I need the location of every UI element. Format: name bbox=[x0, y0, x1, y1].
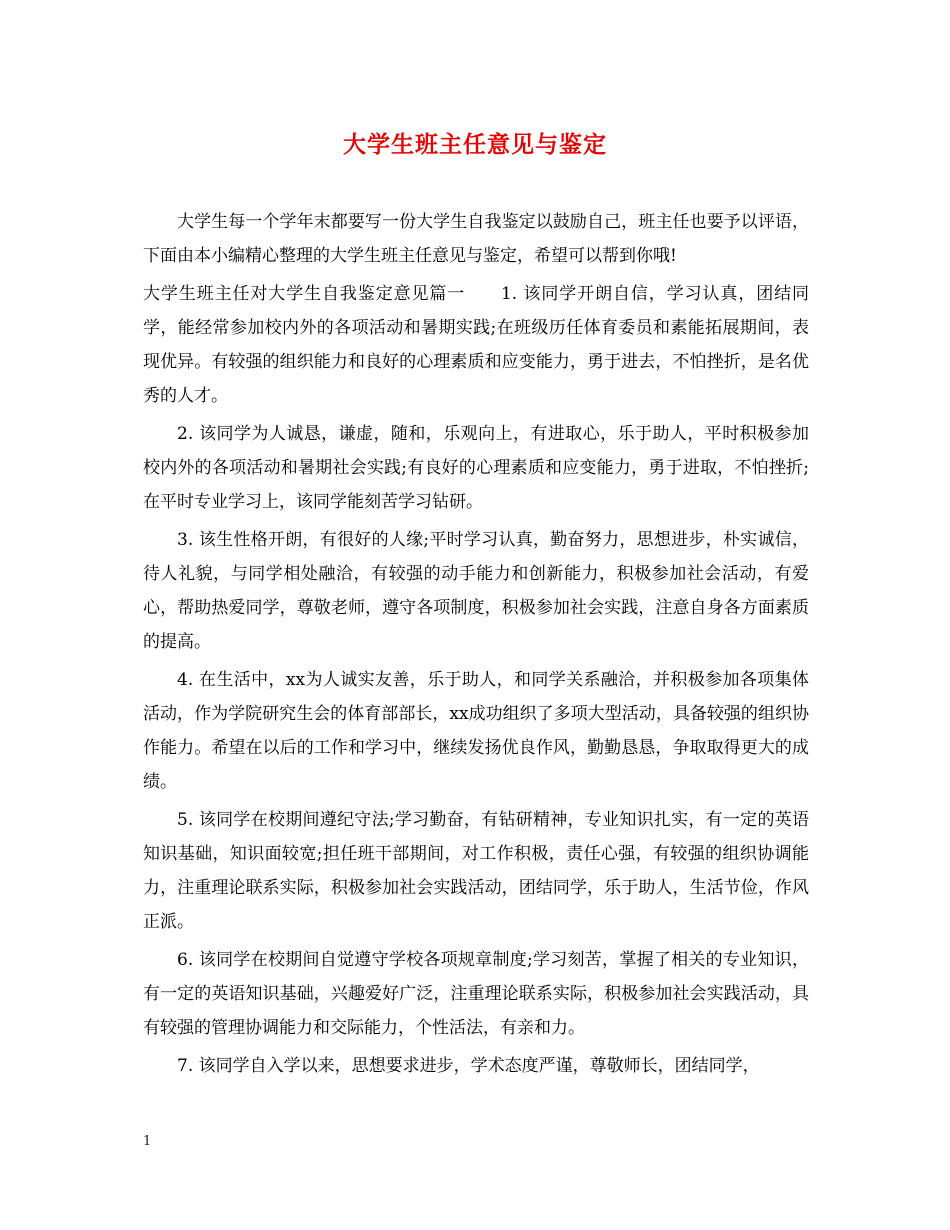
paragraph-7: 7. 该同学自入学以来，思想要求进步，学术态度严谨，尊敬师长，团结同学， bbox=[177, 1056, 760, 1076]
intro-paragraph: 大学生每一个学年末都要写一份大学生自我鉴定以鼓励自己，班主任也要予以评语，下面由本小编精心整理的大学生班主任意见与鉴定，希望可以帮到你哦! bbox=[143, 212, 809, 266]
paragraph-4: 4. 在生活中，xx为人诚实友善，乐于助人，和同学关系融洽，并积极参加各项集体活动，作为学院研究生会的体育部部长，xx成功组织了多项大型活动，具备较强的组织协作能力。希望在以后的工作和学习中，继续发扬优良作风，勤勤恳恳，争取取得更大的成绩。 bbox=[143, 670, 809, 792]
page-number: 1 bbox=[143, 1134, 152, 1149]
paragraph-6: 6. 该同学在校期间自觉遵守学校各项规章制度;学习刻苦，掌握了相关的专业知识，有一定的英语知识基础，兴趣爱好广泛，注重理论联系实际，积极参加社会实践活动，具有较强的管理协调能力和交际能力，个性活法，有亲和力。 bbox=[143, 950, 809, 1038]
paragraph-3: 3. 该生性格开朗，有很好的人缘;平时学习认真，勤奋努力，思想进步，朴实诚信，待人礼貌，与同学相处融洽，有较强的动手能力和创新能力，积极参加社会活动，有爱心，帮助热爱同学，尊敬老师，遵守各项制度，积极参加社会实践，注意自身各方面素质的提高。 bbox=[143, 530, 809, 652]
paragraph-5: 5. 该同学在校期间遵纪守法;学习勤奋，有钻研精神，专业知识扎实，有一定的英语知识基础，知识面较宽;担任班干部期间，对工作积极，责任心强，有较强的组织协调能力，注重理论联系实际，积极参加社会实践活动，团结同学，乐于助人，生活节俭，作风正派。 bbox=[143, 810, 809, 932]
paragraph-1: 大学生班主任对大学生自我鉴定意见篇一 1. 该同学开朗自信，学习认真，团结同学，能经常参加校内外的各项活动和暑期实践;在班级历任体育委员和素能拓展期间，表现优异。有较强的组织能力和良好的心理素质和应变能力，勇于进去，不怕挫折，是名优秀的人才。 bbox=[143, 284, 809, 406]
document-title: 大学生班主任意见与鉴定 bbox=[343, 131, 607, 158]
document-body bbox=[143, 205, 809, 1087]
paragraph-2: 2. 该同学为人诚恳，谦虚，随和，乐观向上，有进取心，乐于助人，平时积极参加校内外的各项活动和暑期社会实践;有良好的心理素质和应变能力，勇于进取，不怕挫折;在平时专业学习上，该同学能刻苦学习钻研。 bbox=[143, 424, 809, 512]
